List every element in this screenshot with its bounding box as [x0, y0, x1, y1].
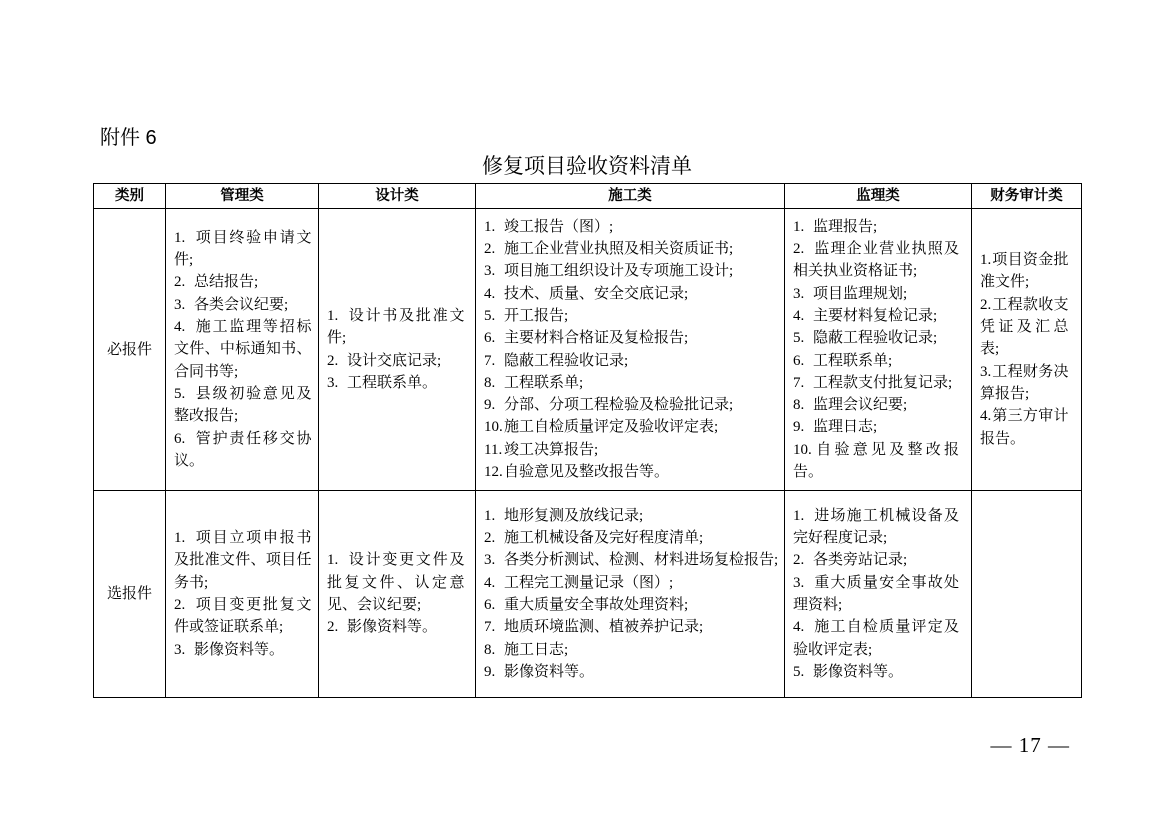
item-number: 1.	[327, 307, 339, 324]
list-item	[484, 461, 779, 483]
header-row	[94, 184, 1082, 209]
list-item	[793, 238, 959, 283]
design-items	[319, 549, 465, 638]
item-text: 施工机械设备及完好程度清单;	[504, 530, 704, 547]
item-text: 工程联系单;	[504, 374, 584, 391]
item-number: 2.	[484, 530, 496, 547]
acceptance-materials-table	[93, 183, 1082, 698]
item-text: 竣工决算报告;	[504, 441, 599, 458]
list-item	[980, 405, 1069, 450]
item-text: 监理报告;	[813, 218, 878, 235]
item-number: 4.	[793, 307, 805, 324]
item-number: 1.	[793, 507, 805, 524]
item-text: 监理企业营业执照及相关执业资格证书;	[793, 241, 959, 280]
item-text: 设计交底记录;	[347, 352, 442, 369]
list-item	[484, 283, 779, 305]
item-number: 2.	[174, 274, 186, 291]
list-item	[793, 416, 959, 438]
list-item	[174, 383, 312, 428]
item-text: 重大质量安全事故处理资料;	[504, 597, 689, 613]
item-number: 4.	[484, 285, 496, 302]
list-item	[793, 283, 959, 305]
list-item	[327, 616, 465, 638]
item-text: 影像资料等。	[194, 641, 285, 658]
item-text: 施工监理等招标文件、中标通知书、合同书等;	[174, 319, 312, 380]
item-number: 5.	[793, 330, 805, 347]
item-text: 施工企业营业执照及相关资质证书;	[504, 241, 734, 258]
list-item	[174, 316, 312, 383]
list-item	[793, 661, 959, 683]
list-item	[793, 350, 959, 372]
item-text: 管护责任移交协议。	[174, 430, 312, 469]
column-header-management: 管理类	[166, 184, 319, 209]
list-item	[793, 372, 959, 394]
item-number: 3.	[174, 296, 186, 313]
item-text: 隐蔽工程验收记录;	[813, 330, 938, 347]
item-text: 自验意见及整改报告。	[793, 441, 959, 480]
construction-items	[476, 216, 779, 484]
list-item	[484, 260, 779, 282]
list-item	[484, 350, 779, 372]
finance-audit-cell	[972, 491, 1082, 698]
item-text: 开工报告;	[504, 307, 569, 324]
list-item	[484, 572, 779, 594]
item-text: 自验意见及整改报告等。	[504, 463, 670, 480]
item-text: 监理会议纪要;	[813, 397, 908, 414]
item-text: 项目立项申报书及批准文件、项目任务书;	[174, 530, 312, 591]
list-item	[484, 505, 779, 527]
item-number: 4.	[174, 319, 186, 336]
attachment-label: 附件 6	[100, 127, 157, 149]
item-number: 7.	[484, 619, 496, 636]
item-text: 竣工报告（图）;	[504, 218, 614, 235]
item-number: 10.	[484, 419, 503, 436]
list-item	[174, 428, 312, 473]
management-items	[166, 227, 312, 472]
item-text: 工程联系单。	[347, 374, 438, 391]
column-header-design: 设计类	[319, 184, 476, 209]
item-number: 9.	[484, 663, 496, 680]
supervision-items	[785, 505, 959, 683]
list-item	[484, 639, 779, 661]
item-text: 工程完工测量记录（图）;	[504, 574, 674, 591]
item-text: 施工日志;	[504, 641, 569, 658]
list-item	[484, 305, 779, 327]
supervision-cell	[785, 491, 972, 698]
list-item	[174, 294, 312, 316]
item-number: 9.	[793, 419, 805, 436]
management-cell	[166, 209, 319, 491]
list-item	[484, 661, 779, 683]
item-number: 5.	[484, 307, 496, 324]
list-item	[327, 305, 465, 350]
list-item	[174, 271, 312, 293]
list-item	[327, 549, 465, 616]
item-text: 施工自检质量评定及验收评定表;	[793, 619, 959, 658]
item-text: 分部、分项工程检验及检验批记录;	[504, 397, 734, 414]
design-cell	[319, 491, 476, 698]
item-number: 6.	[793, 352, 805, 369]
list-item	[793, 549, 959, 571]
item-text: 影像资料等。	[347, 619, 438, 636]
item-number: 1.	[484, 507, 496, 524]
list-item	[174, 594, 312, 639]
item-number: 6.	[484, 330, 496, 347]
list-item	[484, 372, 779, 394]
column-header-finance-audit: 财务审计类	[972, 184, 1082, 209]
design-cell	[319, 209, 476, 491]
supervision-items	[785, 216, 959, 484]
item-number: 9.	[484, 397, 496, 414]
item-number: 6.	[484, 597, 496, 613]
item-number: 2.	[174, 597, 186, 613]
list-item	[980, 294, 1069, 361]
item-number: 8.	[484, 641, 496, 658]
list-item	[793, 439, 959, 484]
list-item	[793, 305, 959, 327]
item-text: 设计变更文件及批复文件、认定意见、会议纪要;	[327, 552, 465, 613]
list-item	[980, 361, 1069, 406]
item-text: 进场施工机械设备及完好程度记录;	[793, 507, 959, 547]
item-number: 2.	[980, 296, 992, 313]
item-number: 4.	[980, 408, 992, 425]
list-item	[793, 327, 959, 349]
item-text: 县级初验意见及整改报告;	[174, 385, 312, 425]
item-text: 总结报告;	[194, 274, 259, 291]
item-text: 第三方审计报告。	[980, 408, 1069, 447]
item-text: 影像资料等。	[813, 663, 904, 680]
item-number: 4.	[793, 619, 805, 636]
item-number: 1.	[327, 552, 339, 569]
item-number: 10.	[793, 441, 812, 458]
construction-cell	[476, 209, 785, 491]
item-number: 3.	[793, 574, 805, 591]
list-item	[484, 238, 779, 260]
list-item	[980, 249, 1069, 294]
table-row	[94, 491, 1082, 698]
list-item	[793, 616, 959, 661]
item-text: 地形复测及放线记录;	[504, 507, 644, 524]
list-item	[174, 527, 312, 594]
page-title: 修复项目验收资料清单	[482, 155, 692, 178]
item-text: 项目资金批准文件;	[980, 252, 1069, 291]
item-number: 2.	[327, 619, 339, 636]
list-item	[484, 216, 779, 238]
item-text: 各类旁站记录;	[813, 552, 908, 569]
item-text: 重大质量安全事故处理资料;	[793, 574, 959, 613]
list-item	[174, 639, 312, 661]
item-number: 2.	[484, 241, 496, 258]
item-number: 3.	[484, 263, 496, 280]
design-items	[319, 305, 465, 394]
item-number: 3.	[980, 363, 992, 380]
item-number: 2.	[327, 352, 339, 369]
item-text: 工程财务决算报告;	[980, 363, 1069, 402]
column-header-category: 类别	[94, 184, 166, 209]
item-text: 地质环境监测、植被养护记录;	[504, 619, 704, 636]
item-number: 1.	[174, 530, 186, 547]
item-text: 施工自检质量评定及验收评定表;	[504, 419, 719, 436]
item-number: 12.	[484, 463, 503, 480]
management-items	[166, 527, 312, 661]
list-item	[484, 527, 779, 549]
item-number: 3.	[174, 641, 186, 658]
item-number: 1.	[980, 252, 992, 269]
item-number: 6.	[174, 430, 186, 447]
construction-items	[476, 505, 779, 683]
item-text: 工程款支付批复记录;	[813, 374, 953, 391]
column-header-supervision: 监理类	[785, 184, 972, 209]
finance-audit-cell	[972, 209, 1082, 491]
supervision-cell	[785, 209, 972, 491]
item-number: 2.	[793, 241, 805, 258]
construction-cell	[476, 491, 785, 698]
column-header-construction: 施工类	[476, 184, 785, 209]
item-number: 5.	[174, 385, 186, 402]
list-item	[484, 594, 779, 616]
item-text: 工程联系单;	[813, 352, 893, 369]
item-text: 项目变更批复文件或签证联系单;	[174, 597, 312, 636]
item-number: 1.	[793, 218, 805, 235]
item-number: 3.	[327, 374, 339, 391]
list-item	[484, 327, 779, 349]
list-item	[327, 350, 465, 372]
list-item	[793, 394, 959, 416]
item-number: 8.	[793, 397, 805, 414]
item-text: 主要材料合格证及复检报告;	[504, 330, 689, 347]
item-number: 3.	[484, 552, 496, 569]
item-text: 各类会议纪要;	[194, 296, 289, 313]
list-item	[793, 216, 959, 238]
item-number: 7.	[793, 374, 805, 391]
item-text: 各类分析测试、检测、材料进场复检报告;	[504, 552, 779, 569]
page-number: — 17 —	[990, 733, 1070, 757]
item-text: 隐蔽工程验收记录;	[504, 352, 629, 369]
list-item	[174, 227, 312, 272]
item-text: 设计书及批准文件;	[327, 307, 465, 347]
list-item	[484, 549, 779, 571]
item-text: 监理日志;	[813, 419, 878, 436]
list-item	[793, 572, 959, 617]
item-number: 1.	[174, 229, 186, 246]
item-number: 3.	[793, 285, 805, 302]
item-text: 项目监理规划;	[813, 285, 908, 302]
management-cell	[166, 491, 319, 698]
item-text: 技术、质量、安全交底记录;	[504, 285, 689, 302]
item-number: 4.	[484, 574, 496, 591]
item-number: 2.	[793, 552, 805, 569]
category-cell: 选报件	[94, 491, 166, 698]
finance-audit-items	[972, 249, 1069, 450]
item-text: 影像资料等。	[504, 663, 595, 680]
table-row	[94, 209, 1082, 491]
list-item	[327, 372, 465, 394]
list-item	[484, 616, 779, 638]
item-number: 8.	[484, 374, 496, 391]
item-text: 项目施工组织设计及专项施工设计;	[504, 263, 734, 280]
item-number: 11.	[484, 441, 503, 458]
item-number: 5.	[793, 663, 805, 680]
list-item	[793, 505, 959, 550]
list-item	[484, 416, 779, 438]
item-text: 项目终验申请文件;	[174, 229, 312, 269]
item-number: 7.	[484, 352, 496, 369]
list-item	[484, 439, 779, 461]
item-text: 主要材料复检记录;	[813, 307, 938, 324]
list-item	[484, 394, 779, 416]
item-number: 1.	[484, 218, 496, 235]
item-text: 工程款收支凭证及汇总表;	[980, 296, 1069, 358]
category-cell: 必报件	[94, 209, 166, 491]
